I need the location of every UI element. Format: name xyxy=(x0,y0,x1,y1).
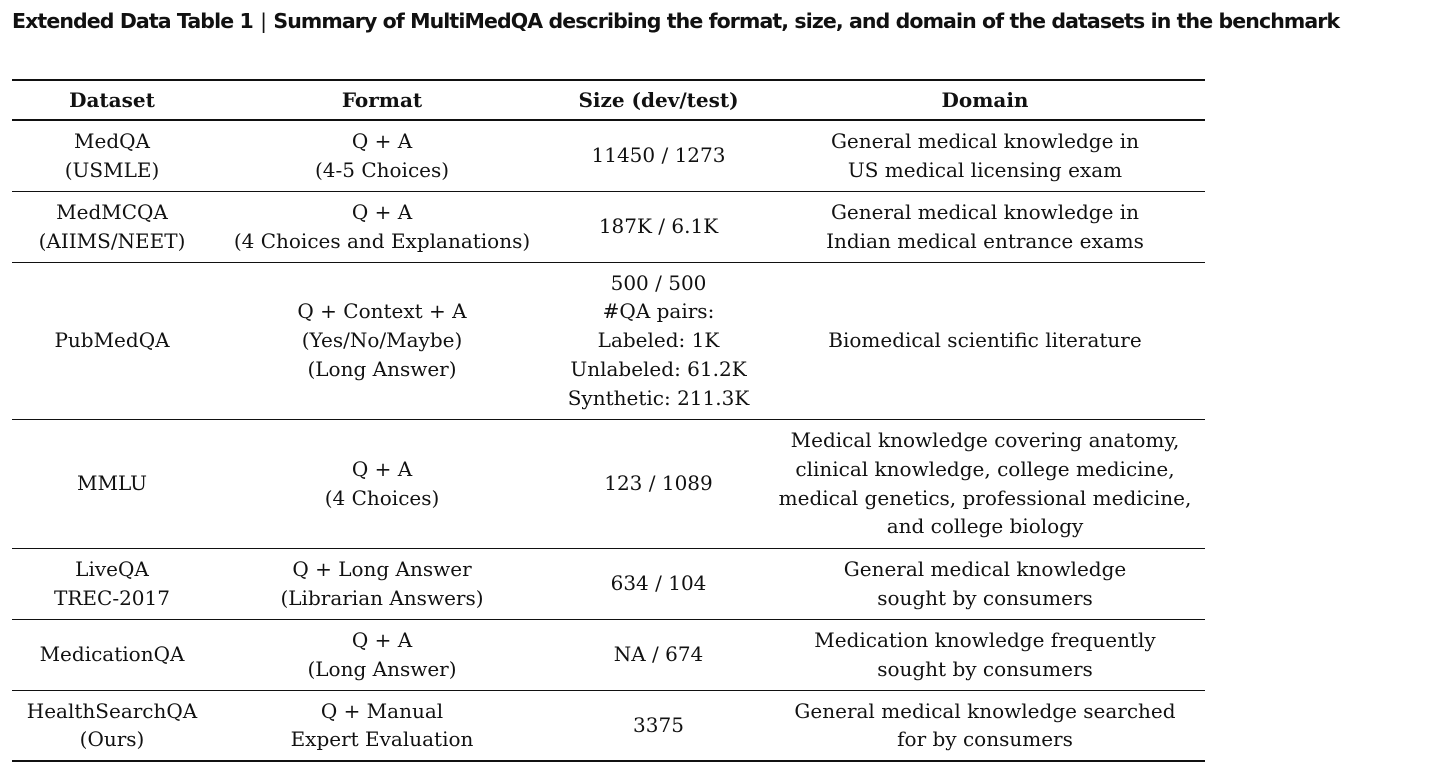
domain-line: General medical knowledge in xyxy=(830,199,1140,224)
domain-line: Medical knowledge covering anatomy, xyxy=(790,428,1180,453)
cell-dataset xyxy=(12,419,212,548)
cell-domain xyxy=(765,191,1205,262)
cell-domain xyxy=(765,619,1205,690)
domain-line: and college biology xyxy=(886,514,1084,539)
header-row xyxy=(12,80,1205,120)
cell-size xyxy=(552,419,765,548)
cell-domain xyxy=(765,120,1205,191)
format-line: Q + A xyxy=(351,129,413,154)
size-line: Labeled: 1K xyxy=(597,328,720,353)
dataset-line: MedQA xyxy=(74,129,150,154)
caption-label: Extended Data Table 1 xyxy=(12,9,253,33)
table-caption xyxy=(12,6,1437,36)
cell-format xyxy=(212,690,552,761)
format-line: (4-5 Choices) xyxy=(314,157,450,182)
domain-line: sought by consumers xyxy=(877,585,1093,610)
size-line: 3375 xyxy=(633,712,684,737)
table-row xyxy=(12,619,1205,690)
dataset-line: HealthSearchQA xyxy=(26,698,198,723)
format-line: Q + A xyxy=(351,456,413,481)
dataset-line: (Ours) xyxy=(79,727,145,752)
cell-dataset xyxy=(12,120,212,191)
dataset-line: LiveQA xyxy=(75,556,149,581)
dataset-line: MedicationQA xyxy=(39,642,185,667)
format-line: (Long Answer) xyxy=(307,656,457,681)
domain-line: Medication knowledge frequently xyxy=(814,627,1156,652)
domain-line: Indian medical entrance exams xyxy=(826,228,1144,253)
cell-size xyxy=(552,690,765,761)
format-line: Q + Long Answer xyxy=(292,556,472,581)
domain-line: General medical knowledge searched xyxy=(794,698,1176,723)
domain-line: medical genetics, professional medicine, xyxy=(778,485,1192,510)
cell-size xyxy=(552,619,765,690)
domain-line: General medical knowledge in xyxy=(830,129,1140,154)
format-line: Q + Manual xyxy=(320,698,444,723)
size-line: 500 / 500 xyxy=(610,270,707,295)
cell-format xyxy=(212,120,552,191)
size-line: Synthetic: 211.3K xyxy=(567,385,750,410)
caption-separator: | xyxy=(260,9,267,33)
table-row xyxy=(12,120,1205,191)
format-line: (Yes/No/Maybe) xyxy=(301,328,463,353)
table-row xyxy=(12,690,1205,761)
format-line: Expert Evaluation xyxy=(290,727,474,752)
header-dataset: Dataset xyxy=(12,80,212,120)
format-line: Q + A xyxy=(351,199,413,224)
format-line: (Librarian Answers) xyxy=(280,585,484,610)
domain-line: sought by consumers xyxy=(877,656,1093,681)
size-line: 123 / 1089 xyxy=(604,471,713,496)
cell-dataset xyxy=(12,548,212,619)
cell-dataset xyxy=(12,619,212,690)
table-row xyxy=(12,419,1205,548)
cell-size xyxy=(552,191,765,262)
size-line: NA / 674 xyxy=(613,642,704,667)
domain-line: for by consumers xyxy=(897,727,1073,752)
header-size: Size (dev/test) xyxy=(552,80,765,120)
cell-dataset xyxy=(12,262,212,419)
dataset-line: MMLU xyxy=(77,471,147,496)
table-row xyxy=(12,191,1205,262)
cell-format xyxy=(212,548,552,619)
cell-format xyxy=(212,419,552,548)
format-line: (4 Choices) xyxy=(324,485,440,510)
size-line: 187K / 6.1K xyxy=(598,214,719,239)
table-body xyxy=(12,120,1205,761)
domain-line: General medical knowledge xyxy=(843,556,1127,581)
cell-dataset xyxy=(12,690,212,761)
table-row xyxy=(12,262,1205,419)
summary-table xyxy=(12,79,1205,762)
cell-size xyxy=(552,120,765,191)
header-format: Format xyxy=(212,80,552,120)
format-line: Q + A xyxy=(351,627,413,652)
cell-dataset xyxy=(12,191,212,262)
cell-domain xyxy=(765,548,1205,619)
dataset-line: MedMCQA xyxy=(56,199,168,224)
table-row xyxy=(12,548,1205,619)
domain-line: clinical knowledge, college medicine, xyxy=(795,456,1175,481)
domain-line: Biomedical scientific literature xyxy=(828,328,1142,353)
size-line: 11450 / 1273 xyxy=(591,143,726,168)
cell-domain xyxy=(765,690,1205,761)
size-line: #QA pairs: xyxy=(602,299,715,324)
cell-size xyxy=(552,262,765,419)
cell-format xyxy=(212,262,552,419)
format-line: (4 Choices and Explanations) xyxy=(233,228,531,253)
caption-text: Summary of MultiMedQA describing the format, size, and domain of the datasets in the benchmark xyxy=(273,9,1340,33)
dataset-line: PubMedQA xyxy=(54,328,170,353)
format-line: Q + Context + A xyxy=(297,299,467,324)
format-line: (Long Answer) xyxy=(307,356,457,381)
dataset-line: (AIIMS/NEET) xyxy=(38,228,186,253)
cell-format xyxy=(212,191,552,262)
size-line: 634 / 104 xyxy=(610,571,707,596)
dataset-line: TREC-2017 xyxy=(54,585,170,610)
cell-size xyxy=(552,548,765,619)
cell-domain xyxy=(765,419,1205,548)
size-line: Unlabeled: 61.2K xyxy=(570,356,747,381)
domain-line: US medical licensing exam xyxy=(847,157,1123,182)
cell-format xyxy=(212,619,552,690)
dataset-line: (USMLE) xyxy=(64,157,160,182)
header-domain: Domain xyxy=(765,80,1205,120)
cell-domain xyxy=(765,262,1205,419)
